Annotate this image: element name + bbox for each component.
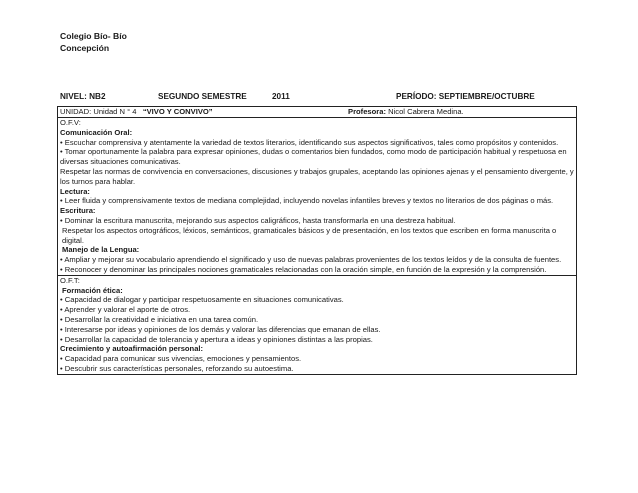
oral-heading: Comunicación Oral: — [60, 127, 133, 137]
etica-heading: Formación ética: — [62, 285, 123, 295]
oft-row — [58, 275, 577, 374]
lengua-item-1: • Ampliar y mejorar su vocabulario aprendiendo el significado y uso de nuevas palabras provenientes de los textos leídos y de la consulta de fuentes. — [60, 255, 562, 265]
etica-item-2: • Aprender y valorar el aporte de otros. — [60, 305, 191, 315]
school-line-2: Concepción — [60, 42, 110, 53]
school-line-1: Colegio Bío- Bío — [60, 31, 127, 41]
oral-item-1: • Escuchar comprensiva y atentamente la variedad de textos literarios, identificando sus aspectos significativos, tales como propósitos y contenidos. — [60, 137, 559, 147]
auto-item-2: • Descubrir sus características personales, reforzando su autoestima. — [60, 363, 294, 373]
escritura-item-2: Respetar los aspectos ortográficos, léxicos, semánticos, gramaticales básicos y de presentación, en los textos que escriben en forma manuscrita o digital. — [62, 225, 557, 245]
periodo-label: PERÍODO: SEPTIEMBRE/OCTUBRE — [396, 92, 535, 101]
etica-item-4: • Interesarse por ideas y opiniones de los demás y valorar las diferencias que emanan de ellas. — [60, 324, 381, 334]
year-label: 2011 — [272, 92, 290, 101]
oft-cell — [58, 275, 577, 374]
ofv-row — [58, 118, 577, 276]
lectura-item-1: • Leer fluida y comprensivamente textos de mediana complejidad, incluyendo novelas infantiles breves y textos no literarios de dos páginas o más. — [60, 196, 554, 206]
oft-title: O.F.T: — [60, 275, 80, 285]
profesora-name: Nicol Cabrera Medina. — [388, 107, 464, 116]
profesora-text — [348, 107, 464, 117]
oral-item-2: • Tomar oportunamente la palabra para expresar opiniones, dudas o comentarios bien fundados, como modo de participación habitual y respetuosa en diversas situaciones comunicativas. — [60, 147, 567, 167]
unidad-label: UNIDAD: Unidad N ° 4 — [60, 107, 137, 116]
etica-item-3: • Desarrollar la creatividad e iniciativa en una tarea común. — [60, 314, 259, 324]
header-cell — [58, 107, 577, 118]
ofv-title: O.F.V: — [60, 118, 81, 127]
lengua-heading: Manejo de la Lengua: — [62, 245, 140, 255]
lectura-heading: Lectura: — [60, 186, 90, 196]
escritura-heading: Escritura: — [60, 206, 96, 216]
nivel-label: NIVEL: NB2 — [60, 92, 106, 101]
lengua-item-2: • Reconocer y denominar las principales nociones gramaticales relacionadas con la oración simple, en función de la expresión y la comprensión. — [60, 264, 547, 274]
oral-item-3: Respetar las normas de convivencia en conversaciones, discusiones y trabajos grupales, aceptando las opiniones ajenas y el pensamiento divergente, y los turnos para hablar. — [60, 166, 574, 186]
school-name — [60, 31, 127, 54]
info-bar — [60, 92, 580, 104]
auto-item-1: • Capacidad para comunicar sus vivencias, emociones y pensamientos. — [60, 354, 302, 364]
etica-item-1: • Capacidad de dialogar y participar respetuosamente en situaciones comunicativas. — [60, 295, 344, 305]
escritura-item-1: • Dominar la escritura manuscrita, mejorando sus aspectos caligráficos, hasta transformarla en una destreza habitual. — [60, 215, 456, 225]
ofv-cell — [58, 118, 577, 276]
header-row — [58, 107, 577, 118]
semestre-label: SEGUNDO SEMESTRE — [158, 92, 247, 101]
planning-table — [57, 106, 577, 375]
unidad-title: “VIVO Y CONVIVO” — [142, 107, 213, 116]
unidad-text — [60, 107, 213, 117]
auto-heading: Crecimiento y autoafirmación personal: — [60, 344, 204, 354]
profesora-label: Profesora: — [348, 107, 386, 116]
etica-item-5: • Desarrollar la capacidad de tolerancia y apertura a ideas y opiniones distintas a las propias. — [60, 334, 373, 344]
